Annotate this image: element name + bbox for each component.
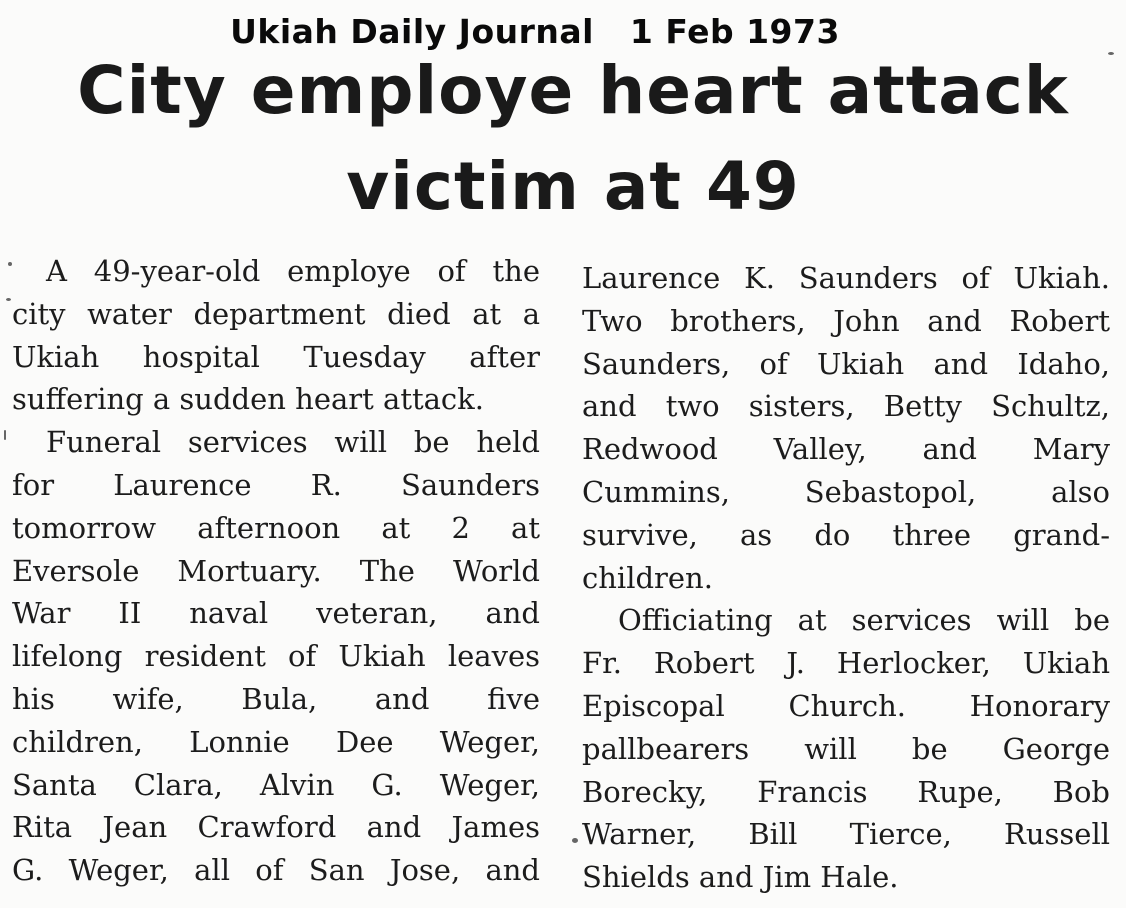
body-line: for Laurence R. Saunders: [12, 467, 540, 502]
body-line: Fr. Robert J. Herlocker, Ukiah: [582, 646, 1110, 681]
print-speck: [6, 298, 11, 301]
headline-line-2: victim at 49: [346, 148, 800, 225]
headline-line-1: City employe heart attack: [77, 52, 1069, 129]
body-line: tomorrow afternoon at 2 at: [12, 510, 540, 545]
body-line: children.: [582, 560, 713, 595]
body-line: Funeral services will be held: [46, 425, 540, 460]
print-speck: [8, 262, 12, 266]
body-line: and two sisters, Betty Schultz,: [582, 389, 1110, 424]
body-line: Rita Jean Crawford and James: [12, 810, 540, 845]
left-column: [12, 250, 540, 892]
body-line: Officiating at services will be: [618, 603, 1110, 638]
body-line: Shields and Jim Hale.: [582, 860, 899, 895]
body-line: Episcopal Church. Honorary: [582, 688, 1110, 723]
body-line: G. Weger, all of San Jose, and: [12, 853, 540, 888]
body-line: War II naval veteran, and: [12, 596, 540, 631]
body-line: pallbearers will be George: [582, 731, 1110, 766]
body-line: lifelong resident of Ukiah leaves: [12, 639, 540, 674]
right-column: [582, 257, 1110, 899]
print-speck: [1108, 52, 1114, 55]
body-line: Eversole Mortuary. The World: [12, 553, 540, 588]
body-line: survive, as do three grand-: [582, 517, 1110, 552]
body-line: Laurence K. Saunders of Ukiah.: [582, 261, 1110, 295]
body-line: his wife, Bula, and five: [12, 681, 540, 716]
body-line: Saunders, of Ukiah and Idaho,: [582, 346, 1110, 381]
body-line: Warner, Bill Tierce, Russell: [582, 817, 1110, 852]
body-line: Two brothers, John and Robert: [582, 303, 1110, 338]
body-line: Borecky, Francis Rupe, Bob: [582, 774, 1110, 809]
print-speck: [572, 838, 578, 843]
body-line: A 49-year-old employe of the: [46, 254, 540, 288]
body-line: Cummins, Sebastopol, also: [582, 474, 1110, 509]
body-line: Ukiah hospital Tuesday after: [12, 339, 540, 374]
body-line: Santa Clara, Alvin G. Weger,: [12, 767, 540, 802]
body-line: city water department died at a: [12, 296, 540, 331]
body-line: suffering a sudden heart attack.: [12, 382, 484, 417]
print-speck: [4, 430, 6, 440]
source-line: Ukiah Daily Journal 1 Feb 1973: [230, 12, 840, 51]
body-line: Redwood Valley, and Mary: [582, 432, 1110, 467]
body-line: children, Lonnie Dee Weger,: [12, 724, 540, 759]
